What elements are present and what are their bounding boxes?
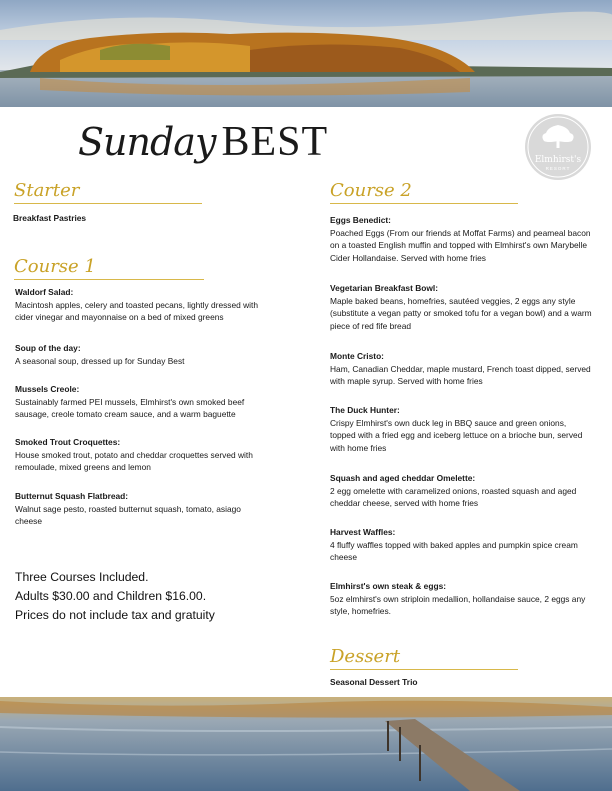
item-name: Breakfast Pastries [13,213,87,223]
menu-item [13,212,253,225]
item-name: Seasonal Dessert Trio [330,677,418,687]
pricing-line: Prices do not include tax and gratuity [15,608,215,622]
item-desc: A seasonal soup, dressed up for Sunday Best [15,355,185,366]
menu-item [330,282,592,332]
item-name: Monte Cristo: [330,351,384,361]
item-desc: Sustainably farmed PEI mussels, Elmhirst's own smoked beef sausage, creole tomato cream sauce, and a warm baguette [15,396,245,420]
item-name: Soup of the day: [15,343,81,353]
menu-item [15,490,250,528]
item-desc: House smoked trout, potato and cheddar croquettes served with remoulade, mixed greens and lemon [15,449,253,473]
menu-item [330,580,592,618]
menu-item [15,286,260,324]
item-name: Butternut Squash Flatbread: [15,491,129,501]
item-name: The Duck Hunter: [330,405,400,415]
item-desc: 5oz elmhirst's own striploin medallion, hollandaise sauce, 2 eggs any style, homefries. [330,593,586,617]
item-desc: Macintosh apples, celery and toasted pecans, lightly dressed with cider vinegar and mayonnaise on a bed of mixed greens [15,299,259,323]
menu-item [330,676,592,689]
item-name: Waldorf Salad: [15,287,74,297]
menu-item [15,342,260,367]
menu-item [330,472,592,510]
menu-item [330,214,592,264]
item-desc: Crispy Elmhirst's own duck leg in BBQ sauce and green onions, topped with a fried egg and iceberg lettuce on a brioche bun, served with home fries [330,417,583,453]
logo-subtitle: RESORT [545,166,571,171]
item-name: Squash and aged cheddar Omelette: [330,473,476,483]
menu-title [78,118,328,166]
item-desc: Ham, Canadian Cheddar, maple mustard, French toast dipped, served with maple syrup. Served with home fries [330,363,591,387]
item-name: Elmhirst's own steak & eggs: [330,581,447,591]
item-desc: 2 egg omelette with caramelized onions, roasted squash and aged cheddar cheese, served with home fries [330,485,577,509]
autumn-island-photo [0,0,612,107]
pricing-note [15,568,215,625]
resort-logo [518,113,598,185]
item-desc: Poached Eggs (From our friends at Moffat Farms) and peameal bacon on a toasted English muffin and topped with Elmhirst's own Marybelle Cider Hollandaise. Served with home fries [330,227,591,263]
pricing-line: Three Courses Included. [15,570,149,584]
pricing-line: Adults $30.00 and Children $16.00. [15,589,207,603]
dessert-heading: Dessert [330,646,518,670]
item-name: Mussels Creole: [15,384,80,394]
item-desc: Maple baked beans, homefries, sautéed veggies, 2 eggs any style (substitute a vegan patty or smoked tofu for a vegan bowl) and a warm piece of red fife bread [330,295,592,331]
bottom-banner-image [0,697,612,791]
top-banner-image [0,0,612,107]
item-desc: 4 fluffy waffles topped with baked apples and pumpkin spice cream cheese [330,539,578,563]
course1-heading: Course 1 [14,256,204,280]
item-name: Vegetarian Breakfast Bowl: [330,283,438,293]
item-name: Eggs Benedict: [330,215,391,225]
title-main: BEST [221,119,329,165]
menu-item [330,350,592,388]
menu-item [330,526,592,564]
menu-item [15,383,260,421]
item-desc: Walnut sage pesto, roasted butternut squash, tomato, asiago cheese [15,503,241,527]
menu-item [15,436,260,474]
item-name: Smoked Trout Croquettes: [15,437,121,447]
lake-dock-photo [0,697,612,791]
title-script: Sunday [78,120,216,164]
menu-item [330,404,592,454]
item-name: Harvest Waffles: [330,527,396,537]
course2-heading: Course 2 [330,180,518,204]
starter-heading: Starter [14,180,202,204]
logo-name: Elmhirst's [534,155,582,165]
